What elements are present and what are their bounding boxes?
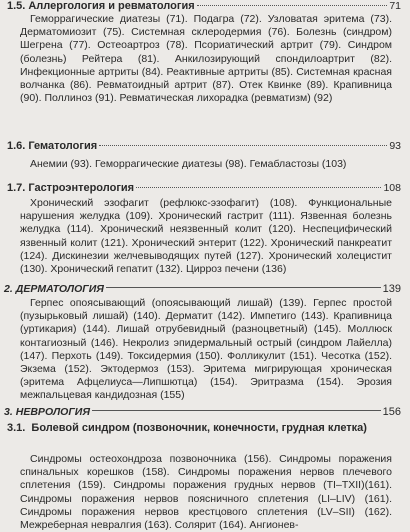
page-number: 139	[382, 283, 401, 295]
section-number: 3.1.	[7, 422, 26, 434]
entry-heading	[4, 283, 401, 296]
entry-heading	[7, 140, 401, 153]
page-number: 156	[382, 406, 401, 418]
rule-leader	[92, 410, 381, 411]
section-title: Гастроэнтерология	[28, 182, 135, 194]
section-number: 1.7.	[7, 182, 26, 194]
section-number: 1.5.	[7, 0, 26, 12]
section-number: 1.6.	[7, 140, 26, 152]
chapter-title: НЕВРОЛОГИЯ	[15, 406, 90, 418]
page-number: 108	[383, 182, 401, 194]
entry-heading	[7, 422, 392, 435]
section-title: Гематология	[28, 140, 98, 152]
page-number: 93	[389, 140, 401, 152]
entry-topics: Геморрагические диатезы (71). Подагра (72). Узловатая эритема (73). Дерматомиозит (75). Системная склеродермия (76). Болезнь (синдром) Шегрена (77). Остеоартроз (78). Псориатический артрит (79). Синдром (болезнь) Рейтера (81). Анкилозирующий спондилоартрит (82). Инфекционные артриты (84). Реактивные артриты (85). Системная красная волчанка (86). Ревматоидный артрит (87). Отек Квинке (89). Крапивница (90). Поллиноз (91). Ревматическая лихорадка (ревматизм) (92)	[20, 13, 392, 105]
section-title: Аллергология и ревматология	[28, 0, 195, 12]
entry-heading	[7, 0, 401, 13]
chapter-number: 2.	[4, 283, 13, 295]
section-title: Болевой синдром (позвоночник, конечности, грудная клетка)	[31, 422, 367, 434]
entry-topics: Анемии (93). Геморрагические диатезы (98). Гемабластозы (103)	[30, 158, 347, 170]
entry-heading	[4, 406, 401, 419]
entry-heading	[7, 182, 401, 195]
entry-topics: Синдромы остеохондроза позвоночника (156). Синдромы поражения спинальных корешков (158). Синдромы поражения нервов плечевого сплетения (159). Синдромы поражения грудных нервов (TI–TXII)(161). Синдромы поражения нервов поясничного сплетения (LI–LIV) (161). Синдромы поражения нервов крестцового сплетения (LV–SII) (162). Межреберная невралгия (163). Солярит (164). Ангионев-	[20, 453, 392, 532]
page-number: 71	[389, 0, 401, 12]
dot-leader	[197, 5, 388, 6]
entry-topics: Хронический эзофагит (рефлюкс-эзофагит) (108). Функциональные нарушения желудка (109). Хронический гастрит (111). Язвенная болезнь желудка (114). Хронический неязвенный колит (120). Неспецифический язвенный колит (121). Хронический энтерит (122). Хронический панкреатит (124). Дискинезии желчевыводящих путей (127). Хронический холецистит (130). Хронический гепатит (132). Цирроз печени (136)	[20, 197, 392, 276]
dot-leader	[99, 145, 387, 146]
chapter-title: ДЕРМАТОЛОГИЯ	[15, 283, 104, 295]
entry-topics: Герпес опоясывающий (опоясывающий лишай) (139). Герпес простой (пузырьковый лишай) (140). Дерматит (142). Импетиго (143). Крапивница (уртикария) (144). Лишай отрубевидный (разноцветный) (145). Моллюск контагиозный (146). Некролиз эпидермальный острый (синдром Лайелла) (147). Перхоть (149). Токсидермия (150). Фолликулит (151). Чесотка (152). Экзема (152). Эктодермоз (153). Эритема мигрирующая хроническая (эритема Афцелиуса—Липшютца) (154). Эритразма (154). Эрозия межпальцевая кандидозная (155)	[20, 297, 392, 402]
dot-leader	[136, 187, 381, 188]
chapter-number: 3.	[4, 406, 13, 418]
rule-leader	[106, 287, 381, 288]
